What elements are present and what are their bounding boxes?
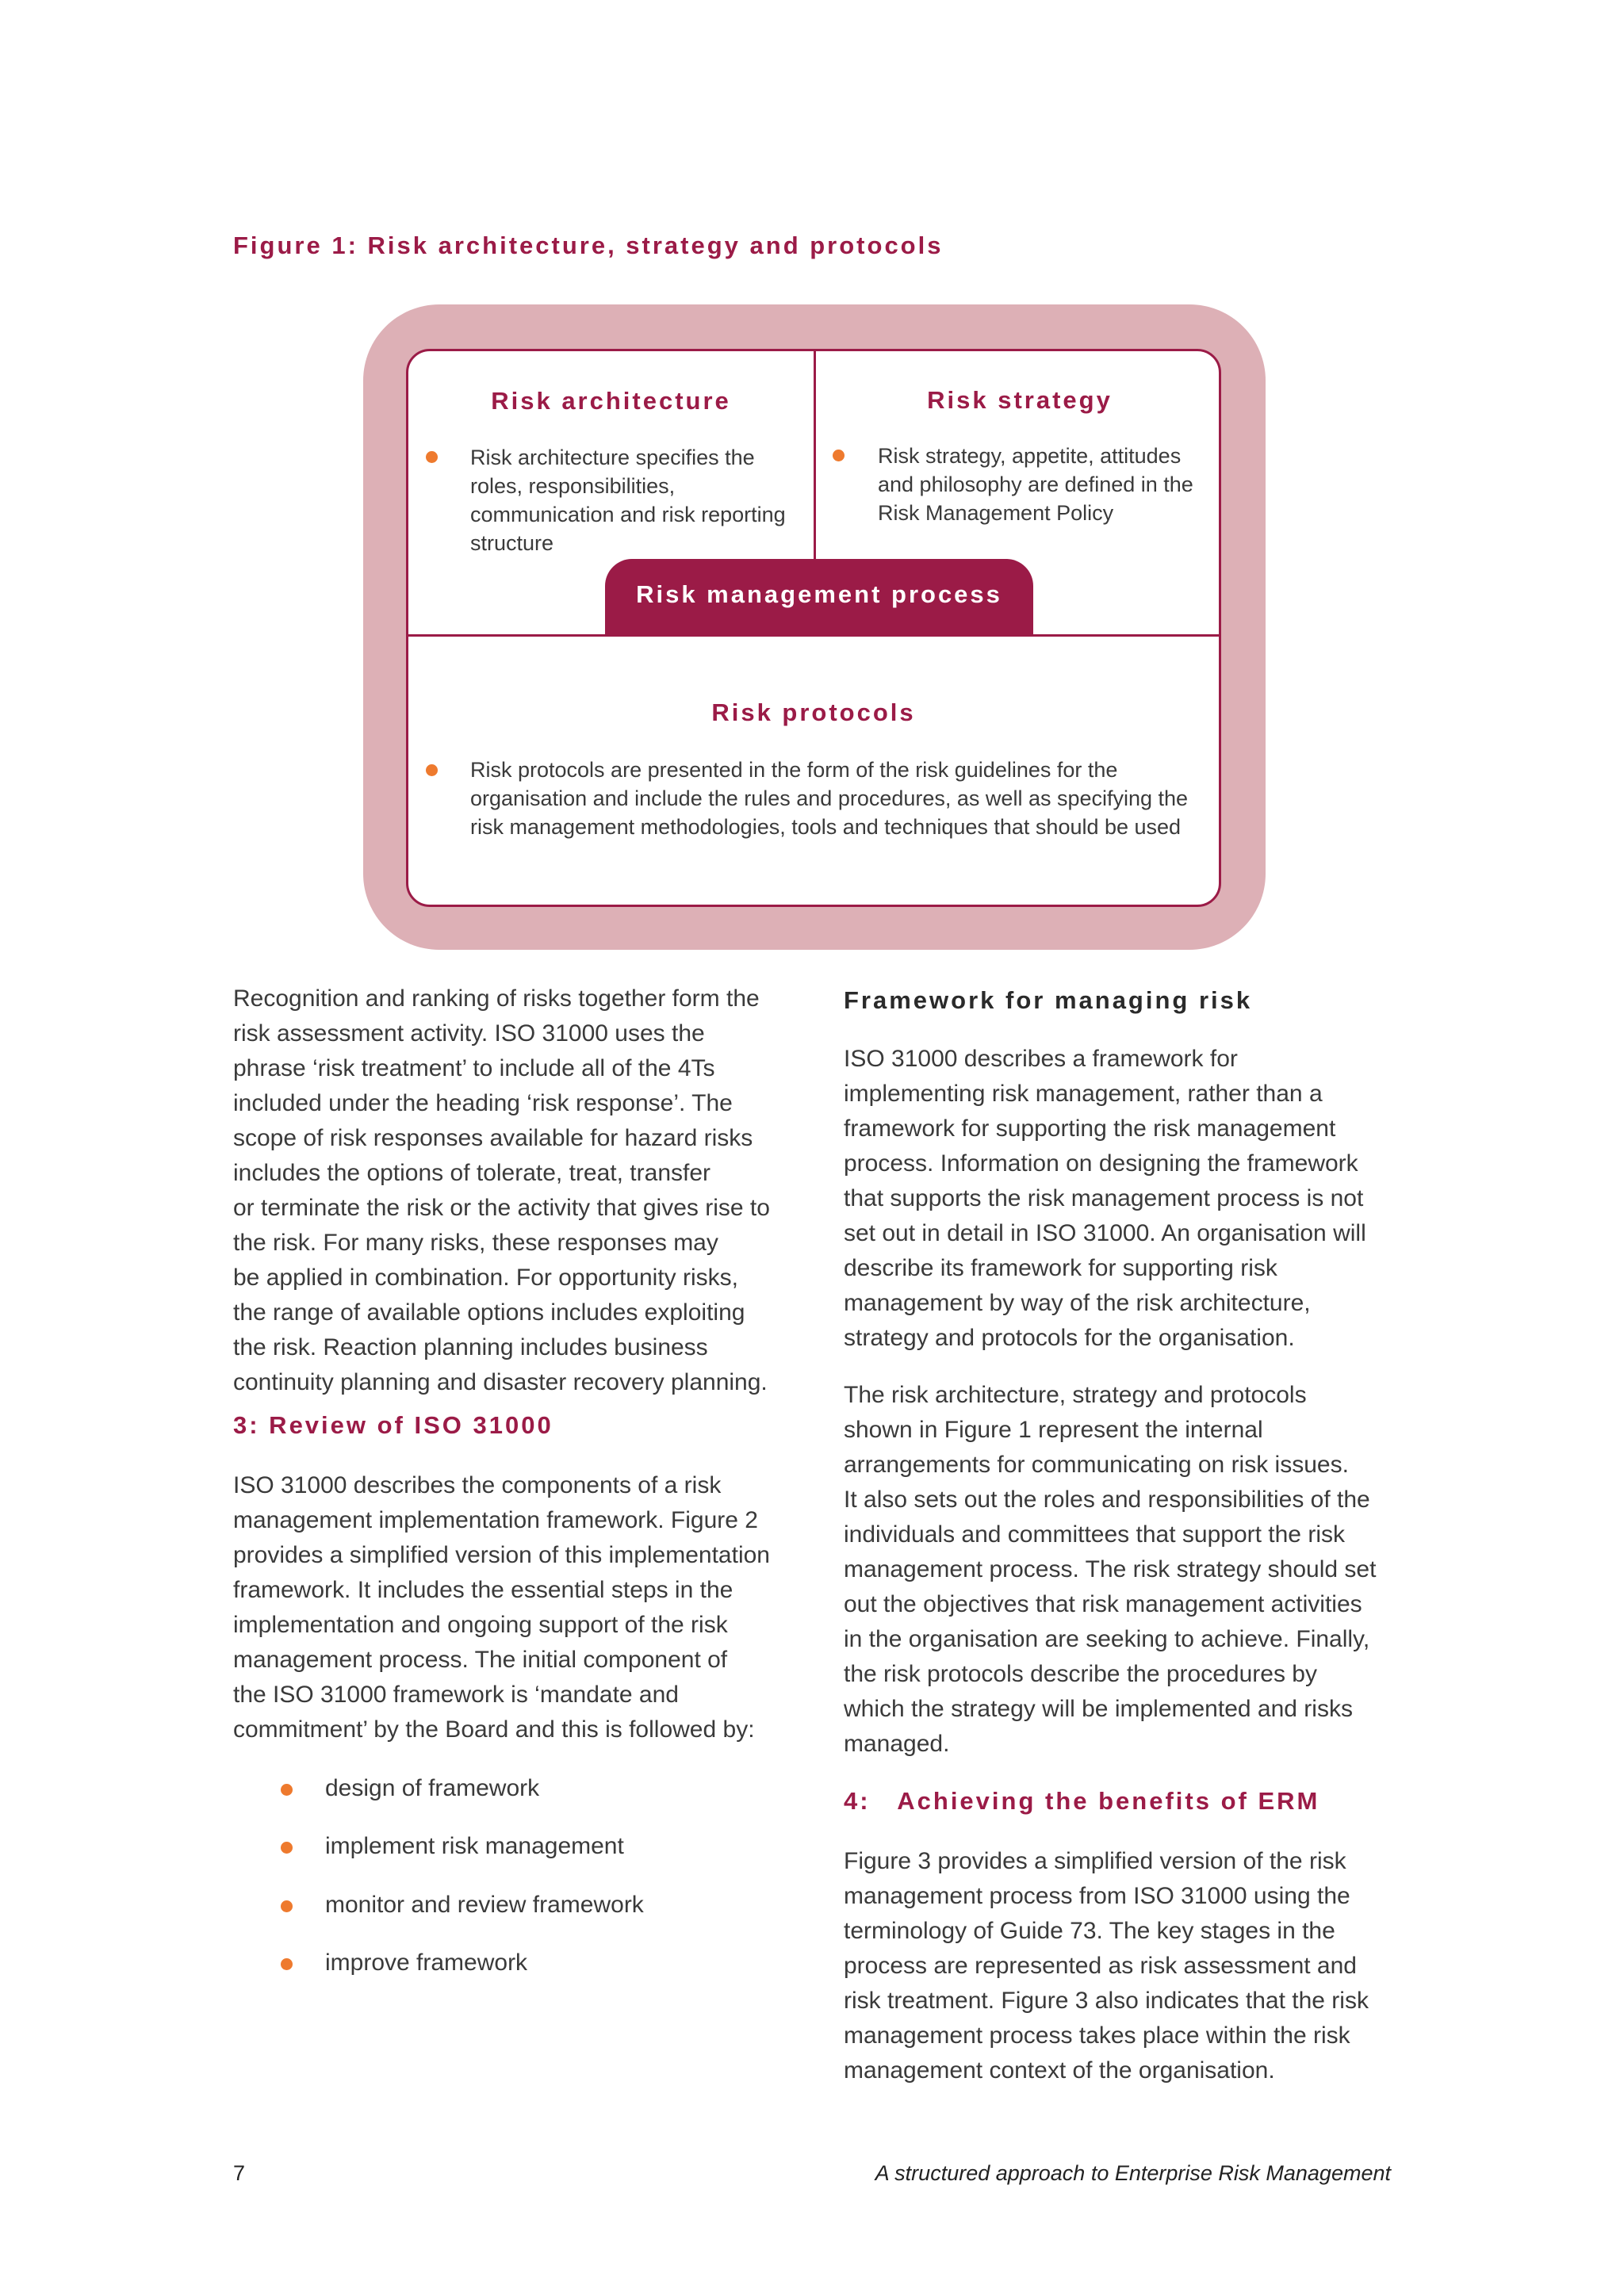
text-line: ISO 31000 describes the components of a risk [233, 1472, 722, 1498]
strategy-title: Risk strategy [927, 386, 1113, 414]
bullet-dot-icon [426, 764, 438, 776]
text-line: organisation and include the rules and procedures, as well as specifying the [470, 786, 1189, 810]
text-line: Risk Management Policy [878, 501, 1114, 525]
risk-management-process-tab: Risk management process [605, 559, 1033, 635]
list-item: design of framework [325, 1775, 540, 1801]
text-line: management process. The initial component of [233, 1647, 728, 1673]
text-line: scope of risk responses available for hazard risks [233, 1125, 753, 1151]
text-line: The risk architecture, strategy and protocols [844, 1382, 1307, 1408]
text-line: the range of available options includes exploiting [233, 1299, 745, 1326]
text-line: implementation and ongoing support of the risk [233, 1612, 728, 1638]
text-line: includes the options of tolerate, treat, transfer [233, 1160, 711, 1186]
text-line: management process takes place within the risk [844, 2022, 1350, 2049]
text-line: risk treatment. Figure 3 also indicates that the risk [844, 1988, 1369, 2014]
right-paragraph-1 [844, 1042, 1415, 1356]
text-line: management context of the organisation. [844, 2057, 1275, 2084]
text-line: and philosophy are defined in the [878, 473, 1193, 496]
text-line: structure [470, 531, 554, 555]
text-line: implementing risk management, rather than a [844, 1081, 1323, 1107]
text-line: framework. It includes the essential steps in the [233, 1577, 733, 1603]
text-line: framework for supporting the risk management [844, 1115, 1336, 1142]
text-line: in the organisation are seeking to achieve. Finally, [844, 1626, 1370, 1652]
bullet-dot-icon [426, 451, 438, 463]
page-number: 7 [233, 2161, 246, 2185]
text-line: Figure 3 provides a simplified version of the risk [844, 1848, 1346, 1874]
section-heading-4: 4: Achieving the benefits of ERM [844, 1787, 1320, 1815]
text-line: process. Information on designing the framework [844, 1150, 1358, 1177]
text-line: set out in detail in ISO 31000. An organisation will [844, 1220, 1366, 1246]
text-line: or terminate the risk or the activity that gives rise to [233, 1195, 770, 1221]
section-heading-3: 3: Review of ISO 31000 [233, 1411, 553, 1439]
text-line: the risk protocols describe the procedures by [844, 1661, 1317, 1687]
text-line: Risk strategy, appetite, attitudes [878, 444, 1182, 468]
text-line: the risk. Reaction planning includes business [233, 1334, 708, 1360]
protocols-bullet [470, 756, 1216, 841]
text-line: managed. [844, 1731, 950, 1757]
text-line: management process from ISO 31000 using the [844, 1883, 1350, 1909]
text-line: communication and risk reporting [470, 503, 786, 526]
text-line: risk assessment activity. ISO 31000 uses the [233, 1020, 705, 1047]
text-line: describe its framework for supporting risk [844, 1255, 1277, 1281]
text-line: included under the heading ‘risk response’. The [233, 1090, 733, 1116]
strategy-bullet [878, 442, 1219, 527]
list-item: improve framework [325, 1950, 528, 1976]
text-line: It also sets out the roles and responsibilities of the [844, 1487, 1370, 1513]
text-line: Recognition and ranking of risks together form the [233, 985, 760, 1012]
publication-title: A structured approach to Enterprise Risk Management [875, 2161, 1391, 2185]
right-paragraph-3 [844, 1844, 1415, 2088]
figure-inner-box [406, 349, 1221, 907]
text-line: provides a simplified version of this implementation [233, 1542, 770, 1568]
framework-heading: Framework for managing risk [844, 986, 1253, 1014]
text-line: which the strategy will be implemented and risks [844, 1696, 1353, 1722]
text-line: management implementation framework. Figure 2 [233, 1507, 758, 1533]
architecture-bullet [470, 443, 803, 557]
text-line: commitment’ by the Board and this is followed by: [233, 1716, 755, 1743]
left-paragraph-1 [233, 982, 804, 1400]
text-line: individuals and committees that support the risk [844, 1521, 1345, 1548]
bullet-dot-icon [281, 1958, 293, 1970]
text-line: out the objectives that risk management activities [844, 1591, 1362, 1617]
list-item: implement risk management [325, 1833, 624, 1859]
text-line: terminology of Guide 73. The key stages in the [844, 1918, 1335, 1944]
architecture-title: Risk architecture [491, 387, 731, 415]
text-line: arrangements for communicating on risk issues. [844, 1452, 1349, 1478]
text-line: the ISO 31000 framework is ‘mandate and [233, 1682, 679, 1708]
figure-title: Figure 1: Risk architecture, strategy and protocols [233, 232, 944, 259]
text-line: the risk. For many risks, these responses may [233, 1230, 718, 1256]
text-line: continuity planning and disaster recovery planning. [233, 1369, 768, 1395]
left-paragraph-2 [233, 1468, 804, 1747]
text-line: be applied in combination. For opportunity risks, [233, 1265, 739, 1291]
protocols-title: Risk protocols [711, 698, 916, 726]
bullet-dot-icon [833, 450, 845, 461]
text-line: shown in Figure 1 represent the internal [844, 1417, 1263, 1443]
bullet-dot-icon [281, 1842, 293, 1854]
text-line: management process. The risk strategy should set [844, 1556, 1377, 1582]
text-line: Risk protocols are presented in the form of the risk guidelines for the [470, 758, 1118, 782]
list-item: monitor and review framework [325, 1892, 644, 1918]
text-line: that supports the risk management process is not [844, 1185, 1364, 1211]
bullet-dot-icon [281, 1900, 293, 1912]
text-line: phrase ‘risk treatment’ to include all of the 4Ts [233, 1055, 715, 1081]
text-line: roles, responsibilities, [470, 474, 676, 498]
text-line: risk management methodologies, tools and techniques that should be used [470, 815, 1182, 839]
text-line: strategy and protocols for the organisation. [844, 1325, 1295, 1351]
text-line: management by way of the risk architecture, [844, 1290, 1311, 1316]
right-paragraph-2 [844, 1378, 1415, 1762]
bullet-dot-icon [281, 1784, 293, 1796]
text-line: Risk architecture specifies the [470, 446, 755, 469]
text-line: ISO 31000 describes a framework for [844, 1046, 1238, 1072]
text-line: process are represented as risk assessment and [844, 1953, 1357, 1979]
